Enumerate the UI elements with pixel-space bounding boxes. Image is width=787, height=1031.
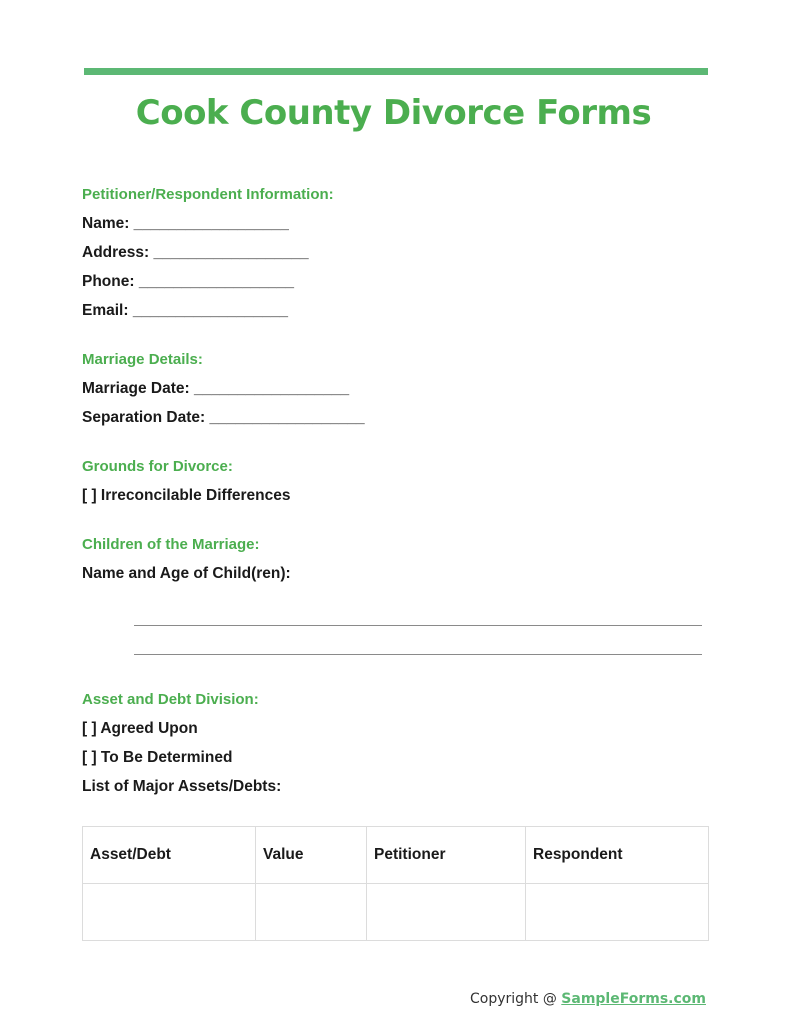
to-be-determined-checkbox[interactable]: [ ] To Be Determined	[82, 749, 233, 766]
name-field[interactable]: Name: __________________	[82, 215, 289, 232]
address-field[interactable]: Address: __________________	[82, 244, 309, 261]
header-accent-bar	[84, 68, 708, 75]
table-cell-respondent[interactable]	[526, 884, 709, 941]
marriage-date-field[interactable]: Marriage Date: __________________	[82, 380, 350, 397]
sampleforms-link[interactable]: SampleForms.com	[561, 991, 706, 1007]
column-header-petitioner: Petitioner	[367, 827, 526, 884]
column-header-asset-debt: Asset/Debt	[83, 827, 256, 884]
page-title: Cook County Divorce Forms	[135, 93, 652, 133]
assets-list-label: List of Major Assets/Debts:	[82, 778, 282, 795]
children-write-line-2[interactable]	[134, 654, 702, 655]
phone-field[interactable]: Phone: __________________	[82, 273, 294, 290]
column-header-value: Value	[256, 827, 367, 884]
table-header-row	[83, 827, 709, 884]
section-heading-assets: Asset and Debt Division:	[82, 691, 259, 708]
asset-debt-table	[82, 826, 709, 941]
agreed-upon-checkbox[interactable]: [ ] Agreed Upon	[82, 720, 198, 737]
footer-copyright	[470, 991, 706, 1007]
section-heading-children: Children of the Marriage:	[82, 536, 260, 553]
copyright-text: Copyright @	[469, 991, 562, 1007]
table-cell-asset-debt[interactable]	[83, 884, 256, 941]
table-row	[83, 884, 709, 941]
table-cell-value[interactable]	[256, 884, 367, 941]
separation-date-field[interactable]: Separation Date: __________________	[82, 409, 365, 426]
table-cell-petitioner[interactable]	[367, 884, 526, 941]
column-header-respondent: Respondent	[526, 827, 709, 884]
irreconcilable-differences-checkbox[interactable]: [ ] Irreconcilable Differences	[82, 487, 291, 504]
section-heading-petitioner: Petitioner/Respondent Information:	[82, 186, 334, 203]
section-heading-grounds: Grounds for Divorce:	[82, 458, 233, 475]
section-heading-marriage: Marriage Details:	[82, 351, 203, 368]
children-write-line-1[interactable]	[134, 625, 702, 626]
email-field[interactable]: Email: __________________	[82, 302, 288, 319]
children-prompt: Name and Age of Child(ren):	[82, 565, 291, 582]
